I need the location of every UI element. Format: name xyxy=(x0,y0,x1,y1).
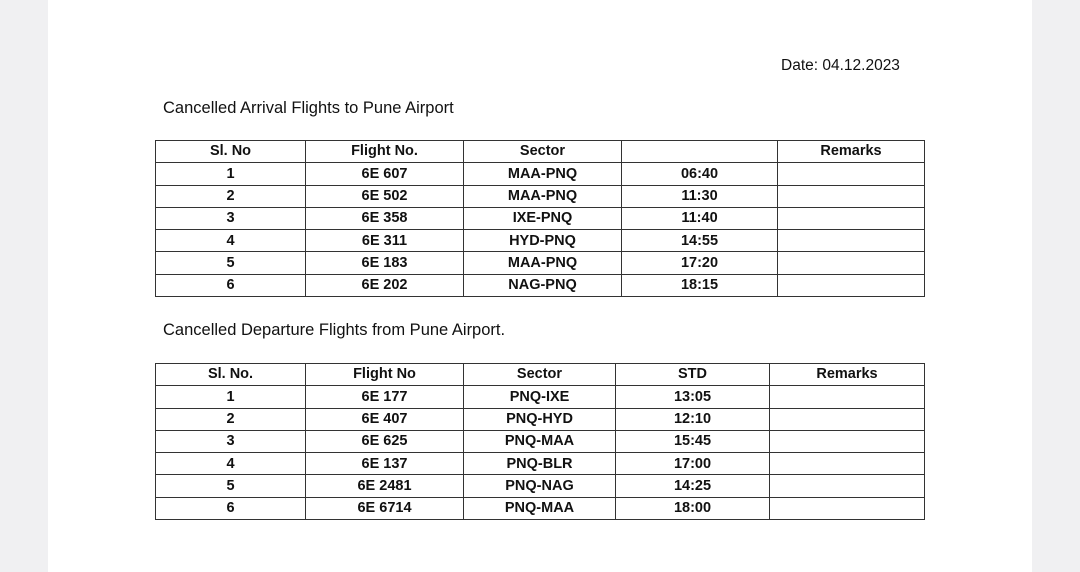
departure-sl: 3 xyxy=(156,430,306,452)
departure-flight: 6E 625 xyxy=(306,430,464,452)
arrival-flight: 6E 202 xyxy=(306,274,464,296)
table-row xyxy=(156,453,925,475)
departure-remarks xyxy=(770,430,925,452)
departure-sl: 1 xyxy=(156,386,306,408)
arrival-sector: IXE-PNQ xyxy=(464,207,622,229)
departure-time: 17:00 xyxy=(616,453,770,475)
departure-remarks xyxy=(770,386,925,408)
departures-table xyxy=(155,363,925,520)
departure-sl: 5 xyxy=(156,475,306,497)
departures-col-sl: Sl. No. xyxy=(156,364,306,386)
table-row xyxy=(156,475,925,497)
table-row xyxy=(156,386,925,408)
arrivals-table xyxy=(155,140,925,297)
departure-sector: PNQ-IXE xyxy=(464,386,616,408)
arrival-remarks xyxy=(778,163,925,185)
arrival-time: 18:15 xyxy=(622,274,778,296)
arrival-remarks xyxy=(778,274,925,296)
document-page xyxy=(48,0,1032,572)
departure-remarks xyxy=(770,453,925,475)
arrival-flight: 6E 311 xyxy=(306,230,464,252)
table-row xyxy=(156,274,925,296)
departure-flight: 6E 407 xyxy=(306,408,464,430)
departure-remarks xyxy=(770,475,925,497)
table-row xyxy=(156,408,925,430)
departure-remarks xyxy=(770,497,925,519)
table-row xyxy=(156,230,925,252)
arrival-sector: HYD-PNQ xyxy=(464,230,622,252)
table-row xyxy=(156,497,925,519)
arrivals-col-sl: Sl. No xyxy=(156,141,306,163)
arrival-sl: 6 xyxy=(156,274,306,296)
departure-sl: 6 xyxy=(156,497,306,519)
arrival-time: 17:20 xyxy=(622,252,778,274)
arrival-time: 11:30 xyxy=(622,185,778,207)
arrival-sl: 3 xyxy=(156,207,306,229)
departure-sl: 2 xyxy=(156,408,306,430)
table-row xyxy=(156,252,925,274)
arrival-remarks xyxy=(778,185,925,207)
departures-col-sector: Sector xyxy=(464,364,616,386)
arrival-sl: 1 xyxy=(156,163,306,185)
arrival-remarks xyxy=(778,230,925,252)
arrival-sector: MAA-PNQ xyxy=(464,252,622,274)
arrivals-header-row xyxy=(156,141,925,163)
arrival-sl: 4 xyxy=(156,230,306,252)
departure-flight: 6E 137 xyxy=(306,453,464,475)
departure-sector: PNQ-HYD xyxy=(464,408,616,430)
departure-flight: 6E 177 xyxy=(306,386,464,408)
departure-time: 15:45 xyxy=(616,430,770,452)
table-row xyxy=(156,163,925,185)
table-row xyxy=(156,430,925,452)
arrival-flight: 6E 502 xyxy=(306,185,464,207)
departure-time: 13:05 xyxy=(616,386,770,408)
arrival-time: 14:55 xyxy=(622,230,778,252)
arrival-sl: 2 xyxy=(156,185,306,207)
departures-heading: Cancelled Departure Flights from Pune Airport. xyxy=(163,321,506,339)
departure-remarks xyxy=(770,408,925,430)
arrival-remarks xyxy=(778,252,925,274)
departures-col-flight: Flight No xyxy=(306,364,464,386)
arrival-flight: 6E 358 xyxy=(306,207,464,229)
arrival-time: 06:40 xyxy=(622,163,778,185)
departure-sector: PNQ-BLR xyxy=(464,453,616,475)
departure-flight: 6E 6714 xyxy=(306,497,464,519)
arrival-sl: 5 xyxy=(156,252,306,274)
departure-time: 18:00 xyxy=(616,497,770,519)
arrival-sector: NAG-PNQ xyxy=(464,274,622,296)
departure-time: 14:25 xyxy=(616,475,770,497)
arrivals-col-time xyxy=(622,141,778,163)
arrivals-col-flight: Flight No. xyxy=(306,141,464,163)
arrival-sector: MAA-PNQ xyxy=(464,163,622,185)
departures-header-row xyxy=(156,364,925,386)
document-date: Date: 04.12.2023 xyxy=(781,57,900,74)
departures-col-remarks: Remarks xyxy=(770,364,925,386)
departures-col-time: STD xyxy=(616,364,770,386)
departure-sl: 4 xyxy=(156,453,306,475)
table-row xyxy=(156,207,925,229)
departure-time: 12:10 xyxy=(616,408,770,430)
arrivals-heading: Cancelled Arrival Flights to Pune Airport xyxy=(163,99,454,117)
arrival-sector: MAA-PNQ xyxy=(464,185,622,207)
arrival-time: 11:40 xyxy=(622,207,778,229)
departure-sector: PNQ-NAG xyxy=(464,475,616,497)
arrivals-col-remarks: Remarks xyxy=(778,141,925,163)
arrival-flight: 6E 607 xyxy=(306,163,464,185)
departure-sector: PNQ-MAA xyxy=(464,430,616,452)
arrivals-col-sector: Sector xyxy=(464,141,622,163)
table-row xyxy=(156,185,925,207)
arrival-remarks xyxy=(778,207,925,229)
arrival-flight: 6E 183 xyxy=(306,252,464,274)
departure-sector: PNQ-MAA xyxy=(464,497,616,519)
departure-flight: 6E 2481 xyxy=(306,475,464,497)
